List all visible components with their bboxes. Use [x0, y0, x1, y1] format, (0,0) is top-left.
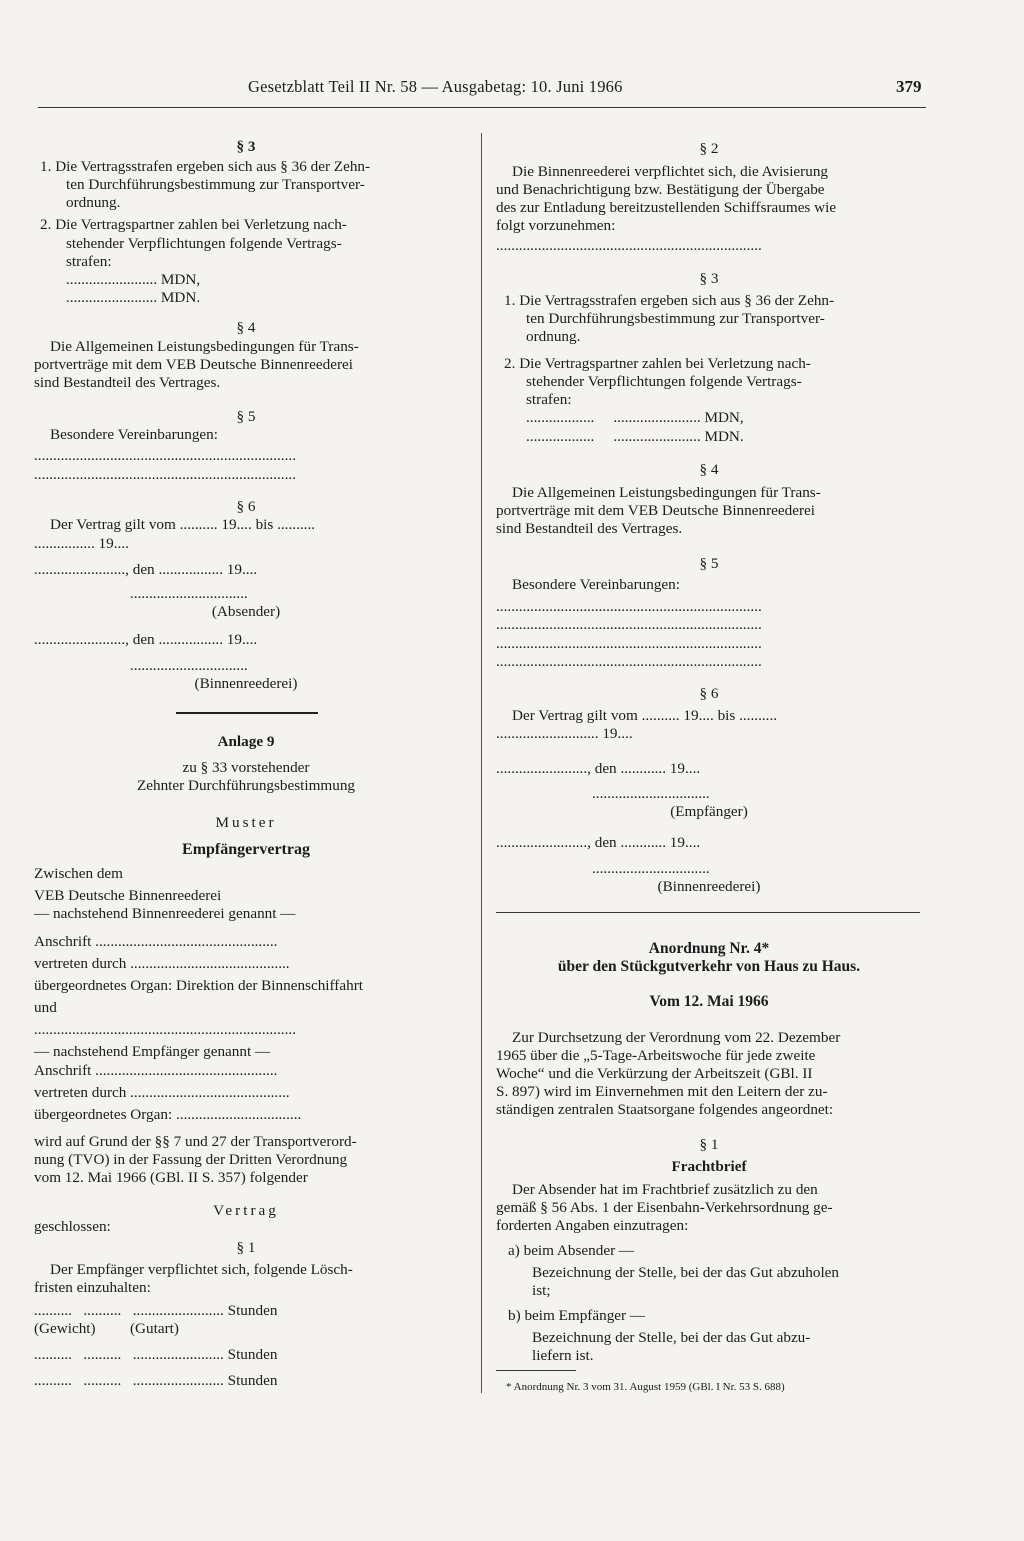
- ordinance-title: Anordnung Nr. 4*: [648, 940, 770, 957]
- text-line: — nachstehend Binnenreederei genannt —: [34, 905, 296, 922]
- text-line: Besondere Vereinbarungen:: [50, 426, 218, 443]
- dotted-line: ......................................................................: [496, 635, 762, 652]
- represented-line: vertreten durch ..........................................: [34, 1084, 290, 1101]
- hours-row: .......... .......... ........................ Stunden: [34, 1302, 278, 1319]
- date-line: ........................, den ................. 19....: [34, 561, 258, 578]
- text-line: Woche“ und die Verkürzung der Arbeitszeit (GBl. II: [496, 1065, 813, 1082]
- document-title: Empfängervertrag: [182, 841, 310, 858]
- ordinance-subtitle: über den Stückgutverkehr von Haus zu Haus.: [557, 958, 861, 975]
- signature-line: ...............................: [592, 785, 710, 802]
- text-line: ten Durchführungsbestimmung zur Transportver-: [526, 310, 825, 327]
- text-line: portverträge mit dem VEB Deutsche Binnenreederei: [496, 502, 815, 519]
- text-line: Zur Durchsetzung der Verordnung vom 22. Dezember: [512, 1029, 841, 1046]
- text-line: und Benachrichtigung bzw. Bestätigung der Übergabe: [496, 181, 825, 198]
- text-line: stehender Verpflichtungen folgende Vertrags-: [526, 373, 802, 390]
- section-heading: § 4: [236, 319, 256, 336]
- section-heading: § 3: [699, 270, 719, 287]
- signature-label: (Binnenreederei): [657, 878, 761, 895]
- text-line: wird auf Grund der §§ 7 und 27 der Transportverord-: [34, 1133, 357, 1150]
- footnote-rule: [496, 1370, 576, 1371]
- text-line: stehender Verpflichtungen folgende Vertrags-: [66, 235, 342, 252]
- dotted-line: ......................................................................: [496, 653, 762, 670]
- text-line: ständigen zentralen Staatsorgane folgendes angeordnet:: [496, 1101, 834, 1118]
- text-line: vom 12. Mai 1966 (GBl. II S. 357) folgender: [34, 1169, 308, 1186]
- text-line: — nachstehend Empfänger genannt —: [34, 1043, 271, 1060]
- text-line: ten Durchführungsbestimmung zur Transportver-: [66, 176, 365, 193]
- section-divider: [496, 912, 920, 913]
- penalty-line: ........................ MDN,: [66, 271, 201, 288]
- text-line: S. 897) wird im Einvernehmen mit den Leitern der zu-: [496, 1083, 828, 1100]
- header-title: Gesetzblatt Teil II Nr. 58 — Ausgabetag: 10. Juni 1966: [248, 77, 623, 96]
- signature-line: ...............................: [130, 585, 248, 602]
- text-line: ................ 19....: [34, 535, 129, 552]
- vertrag-label: Vertrag: [213, 1202, 279, 1219]
- signature-label: (Empfänger): [670, 803, 748, 820]
- represented-line: vertreten durch ..........................................: [34, 955, 290, 972]
- text-line: forderten Angaben einzutragen:: [496, 1217, 689, 1234]
- text-line: nung (TVO) in der Fassung der Dritten Verordnung: [34, 1151, 348, 1168]
- list-item-label: b) beim Empfänger —: [508, 1307, 646, 1324]
- muster-label: Muster: [215, 814, 277, 831]
- text-line: ........................... 19....: [496, 725, 633, 742]
- text-line: Bezeichnung der Stelle, bei der das Gut abzu-: [532, 1329, 811, 1346]
- hours-row: .......... .......... ........................ Stunden: [34, 1346, 278, 1363]
- text-line: ordnung.: [66, 194, 121, 211]
- section-heading: § 6: [699, 685, 719, 702]
- section-divider: [176, 712, 318, 714]
- annex-subtitle: zu § 33 vorstehender: [182, 759, 310, 776]
- text-line: Der Empfänger verpflichtet sich, folgende Lösch-: [50, 1261, 353, 1278]
- authority-line: übergeordnetes Organ: .................................: [34, 1106, 302, 1123]
- text-line: strafen:: [526, 391, 572, 408]
- text-line: Die Allgemeinen Leistungsbedingungen für Trans-: [512, 484, 821, 501]
- text-line: strafen:: [66, 253, 112, 270]
- annex-subtitle: Zehnter Durchführungsbestimmung: [136, 777, 356, 794]
- signature-line: ...............................: [130, 657, 248, 674]
- authority-line: übergeordnetes Organ: Direktion der Binnenschiffahrt: [34, 977, 363, 994]
- text-line: VEB Deutsche Binnenreederei: [34, 887, 222, 904]
- text-line: Die Allgemeinen Leistungsbedingungen für Trans-: [50, 338, 359, 355]
- text-line: geschlossen:: [34, 1218, 111, 1235]
- signature-label: (Binnenreederei): [194, 675, 298, 692]
- text-line: 1. Die Vertragsstrafen ergeben sich aus § 36 der Zehn-: [504, 292, 835, 309]
- address-line: Anschrift ................................................: [34, 933, 278, 950]
- section-heading: § 2: [699, 140, 719, 157]
- annex-title: Anlage 9: [217, 733, 275, 750]
- text-line: Zwischen dem: [34, 865, 123, 882]
- dotted-line: ......................................................................: [496, 616, 762, 633]
- text-line: folgt vorzunehmen:: [496, 217, 616, 234]
- text-line: sind Bestandteil des Vertrages.: [496, 520, 683, 537]
- text-line: Besondere Vereinbarungen:: [512, 576, 680, 593]
- dotted-line: ......................................................................: [496, 598, 762, 615]
- text-line: Der Absender hat im Frachtbrief zusätzlich zu den: [512, 1181, 818, 1198]
- text-line: 1. Die Vertragsstrafen ergeben sich aus § 36 der Zehn-: [40, 158, 371, 175]
- ordinance-date: Vom 12. Mai 1966: [649, 993, 769, 1010]
- text-line: ordnung.: [526, 328, 581, 345]
- section-heading: § 4: [699, 461, 719, 478]
- text-line: Bezeichnung der Stelle, bei der das Gut abzuholen: [532, 1264, 840, 1281]
- penalty-line: .................. ....................... MDN,: [526, 409, 744, 426]
- text-line: gemäß § 56 Abs. 1 der Eisenbahn-Verkehrsordnung ge-: [496, 1199, 833, 1216]
- section-heading: § 6: [236, 498, 256, 515]
- text-line: Der Vertrag gilt vom .......... 19.... bis ..........: [512, 707, 778, 724]
- list-item-label: a) beim Absender —: [508, 1242, 635, 1259]
- date-line: ........................, den ................. 19....: [34, 631, 258, 648]
- dotted-line: .....................................................................: [34, 1021, 296, 1038]
- section-heading: § 5: [699, 555, 719, 572]
- dotted-line: ......................................................................: [496, 237, 762, 254]
- page-header: [0, 77, 1024, 101]
- text-line: portverträge mit dem VEB Deutsche Binnenreederei: [34, 356, 353, 373]
- signature-line: ...............................: [592, 860, 710, 877]
- text-line: 2. Die Vertragspartner zahlen bei Verletzung nach-: [504, 355, 811, 372]
- text-line: und: [34, 999, 57, 1016]
- weight-label: (Gewicht): [34, 1320, 96, 1337]
- section-title: Frachtbrief: [671, 1158, 747, 1175]
- text-line: fristen einzuhalten:: [34, 1279, 151, 1296]
- text-line: Der Vertrag gilt vom .......... 19.... bis ..........: [50, 516, 316, 533]
- penalty-line: ........................ MDN.: [66, 289, 201, 306]
- section-heading: § 3: [236, 138, 256, 155]
- section-heading: § 1: [236, 1239, 256, 1256]
- column-divider: [481, 133, 482, 1393]
- text-line: liefern ist.: [532, 1347, 594, 1364]
- address-line: Anschrift ................................................: [34, 1062, 278, 1079]
- section-heading: § 5: [236, 408, 256, 425]
- header-rule: [38, 107, 926, 108]
- signature-label: (Absender): [211, 603, 281, 620]
- hours-row: .......... .......... ........................ Stunden: [34, 1372, 278, 1389]
- dotted-line: .....................................................................: [34, 466, 296, 483]
- page-number: 379: [896, 77, 922, 96]
- text-line: 2. Die Vertragspartner zahlen bei Verletzung nach-: [40, 216, 347, 233]
- date-line: ........................, den ............ 19....: [496, 834, 701, 851]
- text-line: Die Binnenreederei verpflichtet sich, die Avisierung: [512, 163, 829, 180]
- date-line: ........................, den ............ 19....: [496, 760, 701, 777]
- section-heading: § 1: [699, 1136, 719, 1153]
- text-line: sind Bestandteil des Vertrages.: [34, 374, 221, 391]
- text-line: 1965 über die „5-Tage-Arbeitswoche für jede zweite: [496, 1047, 816, 1064]
- text-line: ist;: [532, 1282, 551, 1299]
- dotted-line: .....................................................................: [34, 447, 296, 464]
- goods-label: (Gutart): [130, 1320, 179, 1337]
- footnote: * Anordnung Nr. 3 vom 31. August 1959 (GBl. I Nr. 53 S. 688): [506, 1381, 785, 1393]
- text-line: des zur Entladung bereitzustellenden Schiffsraumes wie: [496, 199, 837, 216]
- penalty-line: .................. ....................... MDN.: [526, 428, 744, 445]
